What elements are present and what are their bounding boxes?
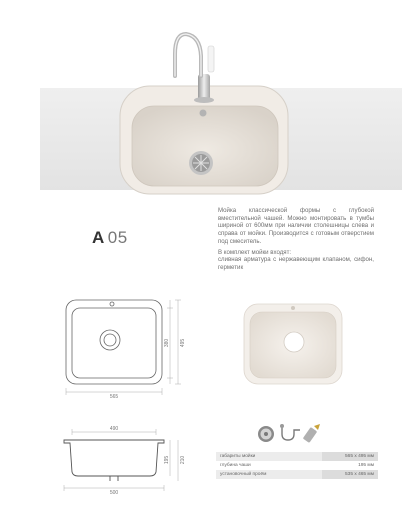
spec-label: установочный проём [216,470,322,479]
spec-label: глубина чаши [220,463,251,468]
model-title [92,228,128,248]
product-description [218,207,374,272]
spec-row [216,470,378,479]
dim-width: 565 [109,394,119,400]
model-letter: A [92,228,105,247]
siphon-icon [280,424,300,440]
spec-table [216,452,378,479]
spec-value: 535 х 465 мм [322,470,378,479]
dim-bowl-width: 490 [109,426,119,432]
description-main: Мойка классической формы с глубокой вместительной чашей. Можно монтировать в тумбы шириной от 600мм при наличии столешницы слева и справа от мойки. Производится с готовым отверстием под смеситель. [218,207,374,245]
sink-photo [0,0,402,210]
sealant-tube-icon [303,424,320,443]
top-view-drawing [60,296,188,400]
dim-depth: 495 [180,338,186,348]
accessory-icons [256,422,326,446]
drain-strainer-icon [258,426,274,442]
kit-heading: В комплект мойки входят: [218,248,292,256]
kit-items: сливная арматура с нержавеющим клапаном, сифон, герметик [218,256,374,271]
model-number: 05 [107,228,128,247]
dim-side-inner: 195 [164,455,170,465]
side-view-drawing [60,426,188,496]
dim-side-base: 500 [109,490,119,496]
spec-value: 565 х 495 мм [322,452,378,461]
dim-bowl-depth: 380 [164,338,170,348]
spec-row [216,461,378,470]
spec-label: габариты мойки [216,452,322,461]
sink-top-render [242,300,344,388]
spec-value: 195 мм [358,463,374,468]
dim-side-outer: 210 [180,455,186,465]
spec-row [216,452,378,461]
